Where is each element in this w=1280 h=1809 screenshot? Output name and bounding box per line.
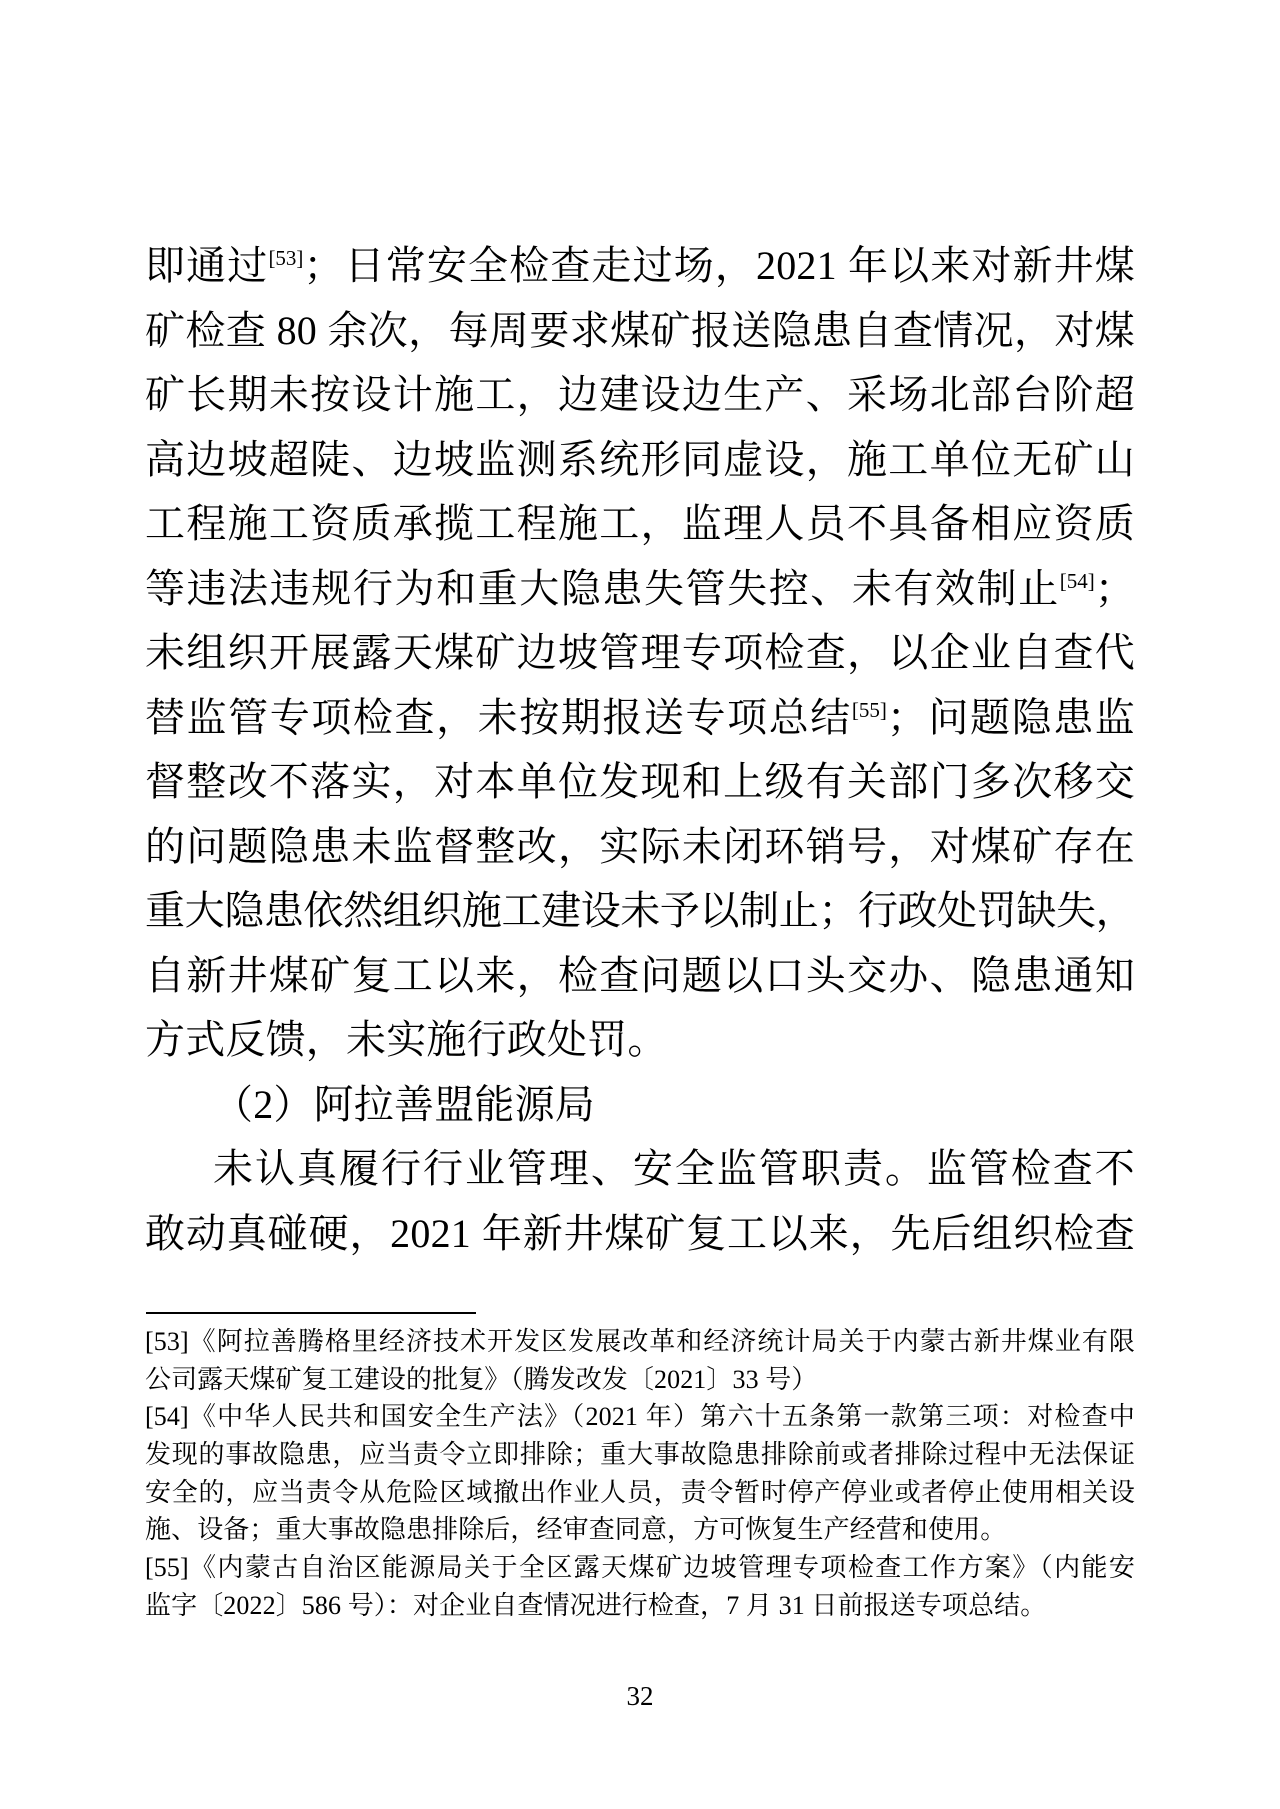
line-text: 重大隐患依然组织施工建设未予以制止；行政处罚缺失， xyxy=(145,888,1135,933)
line-text: ；日常安全检查走过场，2021 年以来对新井煤 xyxy=(303,243,1135,288)
line-text: 敢动真碰硬，2021 年新井煤矿复工以来，先后组织检查 xyxy=(145,1210,1135,1256)
footnote-line: 监字〔2022〕586 号）：对企业自查情况进行检查，7 月 31 日前报送专项总结。 xyxy=(145,1590,1047,1620)
body-line xyxy=(145,815,1135,880)
body-line xyxy=(145,1137,1135,1202)
line-text: 未认真履行行业管理、安全监管职责。监管检查不 xyxy=(213,1146,1135,1191)
body-line xyxy=(145,299,1135,364)
line-text: （2）阿拉善盟能源局 xyxy=(213,1081,595,1127)
body-line xyxy=(145,492,1135,557)
footnote-line: 公司露天煤矿复工建设的批复》（腾发改发〔2021〕33 号） xyxy=(145,1364,818,1394)
body-line xyxy=(145,1008,1135,1073)
footnote-line: [55]《内蒙古自治区能源局关于全区露天煤矿边坡管理专项检查工作方案》（内能安 xyxy=(145,1553,1135,1583)
section-heading xyxy=(145,1073,1135,1138)
footnote-line: 安全的，应当责令从危险区域撤出作业人员，责令暂时停产停业或者停止使用相关设 xyxy=(145,1477,1135,1507)
body-line xyxy=(145,686,1135,751)
line-text: 的问题隐患未监督整改，实际未闭环销号，对煤矿存在 xyxy=(145,823,1135,869)
page-number: 32 xyxy=(626,1681,654,1711)
footnote-ref: [54] xyxy=(1059,568,1095,593)
line-text: 方式反馈，未实施行政处罚。 xyxy=(145,1017,668,1062)
body-line xyxy=(145,750,1135,815)
line-text: ；问题隐患监 xyxy=(886,694,1135,740)
footnote-ref: [55] xyxy=(851,697,887,722)
line-text: 矿长期未按设计施工，边建设边生产、采场北部台阶超 xyxy=(145,372,1135,417)
body-line xyxy=(145,363,1135,428)
body-line xyxy=(145,1202,1135,1267)
body-line xyxy=(145,557,1135,622)
line-text: 自新井煤矿复工以来，检查问题以口头交办、隐患通知 xyxy=(145,952,1135,998)
footnote-separator xyxy=(146,1312,476,1314)
line-text: ； xyxy=(1094,565,1135,611)
line-text: 工程施工资质承揽工程施工，监理人员不具备相应资质 xyxy=(145,501,1135,546)
footnote-line: [53]《阿拉善腾格里经济技术开发区发展改革和经济统计局关于内蒙古新井煤业有限 xyxy=(145,1327,1135,1356)
line-text: 等违法违规行为和重大隐患失管失控、未有效制止 xyxy=(145,565,1060,611)
line-text: 矿检查 80 余次，每周要求煤矿报送隐患自查情况，对煤 xyxy=(145,307,1135,353)
body-line xyxy=(145,944,1135,1009)
body-text xyxy=(145,234,1135,1266)
line-text: 即通过 xyxy=(145,243,269,288)
footnote-ref: [53] xyxy=(268,246,304,270)
line-text: 替监管专项检查，未按期报送专项总结 xyxy=(145,694,852,740)
footnotes xyxy=(145,1323,1135,1625)
footnote-line: 发现的事故隐患，应当责令立即排除；重大事故隐患排除前或者排除过程中无法保证 xyxy=(145,1440,1135,1470)
line-text: 督整改不落实，对本单位发现和上级有关部门多次移交 xyxy=(145,759,1135,804)
footnote-line: [54]《中华人民共和国安全生产法》（2021 年）第六十五条第一款第三项：对检查中 xyxy=(145,1402,1135,1432)
line-text: 高边坡超陡、边坡监测系统形同虚设，施工单位无矿山 xyxy=(145,436,1135,482)
footnote-line: 施、设备；重大事故隐患排除后，经审查同意，方可恢复生产经营和使用。 xyxy=(145,1515,1007,1545)
body-line xyxy=(145,621,1135,686)
line-text: 未组织开展露天煤矿边坡管理专项检查，以企业自查代 xyxy=(145,630,1135,675)
body-line xyxy=(145,234,1135,299)
body-line xyxy=(145,879,1135,944)
body-line xyxy=(145,428,1135,493)
